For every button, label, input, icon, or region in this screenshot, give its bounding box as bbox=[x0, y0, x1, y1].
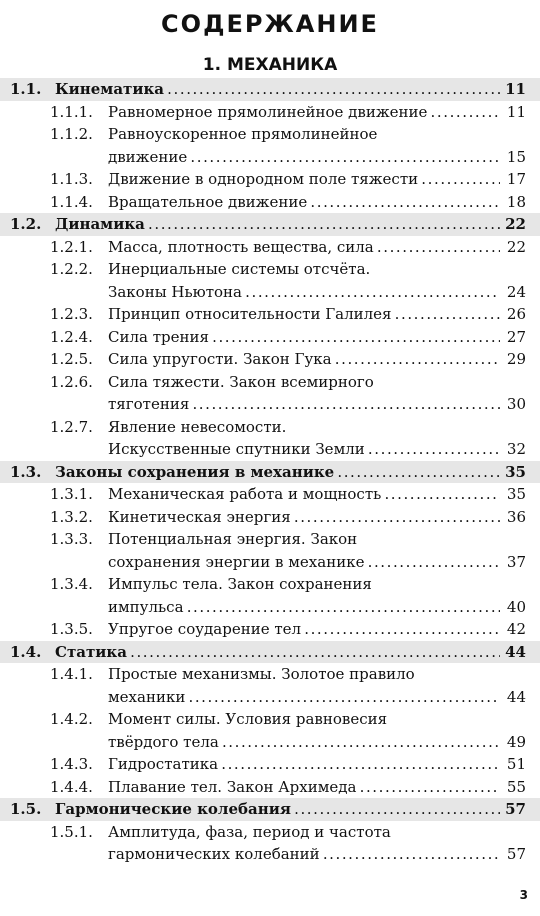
toc-entry-title: импульса . . . bbox=[108, 596, 500, 619]
toc-entry-number: 1.4. bbox=[10, 642, 42, 661]
toc-section-row bbox=[0, 798, 540, 821]
toc-entry-title: Гармонические колебания . . . bbox=[55, 798, 500, 821]
toc-subsection-row bbox=[0, 438, 540, 461]
toc-entry-title: Движение в однородном поле тяжести . . . bbox=[108, 168, 500, 191]
toc-subsection-row bbox=[0, 258, 540, 281]
toc-page-number: 42 bbox=[506, 620, 526, 638]
toc-page-number: 35 bbox=[506, 485, 526, 503]
toc-entry-title: гармонических колебаний . . . bbox=[108, 843, 500, 866]
toc-page-number: 57 bbox=[505, 800, 526, 818]
toc-entry-title: Амплитуда, фаза, период и частота bbox=[108, 822, 391, 841]
toc-subsection-row bbox=[0, 596, 540, 619]
toc-subsection-row bbox=[0, 123, 540, 146]
toc-entry-title: Момент силы. Условия равновесия bbox=[108, 710, 388, 728]
toc-entry-title: Масса, плотность вещества, сила . . . bbox=[108, 236, 500, 259]
toc-page-number: 11 bbox=[505, 80, 526, 98]
toc-entry-number: 1.2.1. bbox=[50, 237, 93, 256]
toc-entry-title: Кинематика . . . bbox=[55, 78, 500, 101]
toc-subsection-row bbox=[0, 708, 540, 731]
table-of-contents bbox=[0, 78, 540, 866]
toc-entry-number: 1.1.2. bbox=[50, 125, 93, 143]
toc-subsection-row bbox=[0, 236, 540, 259]
toc-entry-title: Искусственные спутники Земли . . . bbox=[108, 438, 500, 461]
toc-entry-title: Упругое соударение тел . . . bbox=[108, 618, 500, 641]
toc-page-number: 29 bbox=[506, 350, 526, 368]
toc-page-number: 30 bbox=[506, 395, 526, 413]
toc-subsection-row bbox=[0, 416, 540, 439]
toc-section-row bbox=[0, 641, 540, 664]
toc-entry-number: 1.3.1. bbox=[50, 485, 93, 503]
toc-entry-number: 1.4.4. bbox=[50, 777, 93, 796]
toc-subsection-row bbox=[0, 101, 540, 124]
toc-entry-number: 1.4.1. bbox=[50, 665, 93, 683]
part-title: 1. МЕХАНИКА bbox=[202, 55, 338, 75]
toc-subsection-row bbox=[0, 843, 540, 866]
toc-subsection-row bbox=[0, 348, 540, 371]
toc-subsection-row bbox=[0, 393, 540, 416]
page-number: 3 bbox=[519, 888, 528, 902]
toc-page-number: 44 bbox=[505, 642, 526, 661]
toc-entry-number: 1.2.5. bbox=[50, 350, 93, 368]
toc-entry-title: Принцип относительности Галилея . . . bbox=[108, 303, 500, 326]
toc-page-number: 17 bbox=[506, 170, 526, 188]
toc-entry-title: тяготения . . . bbox=[108, 393, 500, 416]
toc-page-number: 26 bbox=[506, 305, 526, 323]
toc-entry-number: 1.1. bbox=[10, 80, 42, 98]
toc-entry-number: 1.2. bbox=[10, 215, 42, 233]
toc-entry-number: 1.4.3. bbox=[50, 755, 93, 773]
toc-page-number: 27 bbox=[506, 327, 526, 346]
toc-page-number: 35 bbox=[505, 462, 526, 481]
toc-entry-title: Равномерное прямолинейное движение . . . bbox=[108, 101, 500, 124]
toc-subsection-row bbox=[0, 618, 540, 641]
toc-subsection-row bbox=[0, 686, 540, 709]
toc-entry-title: сохранения энергии в механике . . . bbox=[108, 551, 500, 574]
toc-entry-title: Инерциальные системы отсчёта. bbox=[108, 260, 371, 278]
toc-entry-title: Плавание тел. Закон Архимеда . . . bbox=[108, 776, 500, 799]
toc-entry-number: 1.3.2. bbox=[50, 507, 93, 526]
toc-entry-title: Динамика . . . bbox=[55, 213, 500, 236]
toc-page-number: 18 bbox=[506, 192, 526, 211]
toc-subsection-row bbox=[0, 663, 540, 686]
toc-entry-title: Законы Ньютона . . . bbox=[108, 281, 500, 304]
toc-entry-title: Потенциальная энергия. Закон bbox=[108, 530, 358, 548]
toc-subsection-row bbox=[0, 326, 540, 349]
toc-subsection-row bbox=[0, 191, 540, 214]
toc-entry-number: 1.5.1. bbox=[50, 822, 93, 841]
toc-subsection-row bbox=[0, 821, 540, 844]
toc-subsection-row bbox=[0, 168, 540, 191]
toc-entry-title: Сила тяжести. Закон всемирного bbox=[108, 372, 374, 391]
toc-entry-title: Гидростатика . . . bbox=[108, 753, 500, 776]
toc-subsection-row bbox=[0, 506, 540, 529]
toc-page-number: 11 bbox=[506, 102, 526, 121]
toc-entry-title: механики . . . bbox=[108, 686, 500, 709]
toc-subsection-row bbox=[0, 573, 540, 596]
toc-page-number: 22 bbox=[505, 215, 526, 233]
toc-page-number: 15 bbox=[506, 147, 526, 166]
toc-entry-number: 1.4.2. bbox=[50, 710, 93, 728]
toc-page-number: 36 bbox=[506, 507, 526, 526]
toc-page-number: 37 bbox=[506, 552, 526, 571]
toc-page-number: 22 bbox=[506, 237, 526, 256]
toc-entry-title: Простые механизмы. Золотое правило bbox=[108, 665, 415, 683]
toc-section-row bbox=[0, 78, 540, 101]
toc-entry-number: 1.2.3. bbox=[50, 305, 93, 323]
toc-entry-number: 1.3.5. bbox=[50, 620, 93, 638]
toc-entry-title: Равноускоренное прямолинейное bbox=[108, 125, 378, 143]
toc-entry-number: 1.2.2. bbox=[50, 260, 93, 278]
toc-section-row bbox=[0, 461, 540, 484]
toc-entry-number: 1.1.4. bbox=[50, 192, 93, 211]
toc-entry-number: 1.3. bbox=[10, 462, 42, 481]
toc-page-number: 40 bbox=[506, 597, 526, 616]
toc-entry-title: Сила трения . . . bbox=[108, 326, 500, 349]
toc-entry-title: Законы сохранения в механике . . . bbox=[55, 461, 500, 484]
toc-subsection-row bbox=[0, 528, 540, 551]
toc-page-number: 51 bbox=[506, 755, 526, 773]
toc-subsection-row bbox=[0, 731, 540, 754]
toc-subsection-row bbox=[0, 776, 540, 799]
toc-entry-title: твёрдого тела . . . bbox=[108, 731, 500, 754]
toc-subsection-row bbox=[0, 483, 540, 506]
toc-entry-title: Импульс тела. Закон сохранения bbox=[108, 575, 372, 593]
toc-entry-number: 1.3.3. bbox=[50, 530, 93, 548]
toc-entry-title: Вращательное движение . . . bbox=[108, 191, 500, 214]
toc-entry-title: движение . . . bbox=[108, 146, 500, 169]
toc-subsection-row bbox=[0, 303, 540, 326]
toc-entry-number: 1.1.3. bbox=[50, 170, 93, 188]
toc-subsection-row bbox=[0, 551, 540, 574]
toc-subsection-row bbox=[0, 371, 540, 394]
toc-entry-number: 1.2.6. bbox=[50, 372, 93, 391]
toc-entry-title: Кинетическая энергия . . . bbox=[108, 506, 500, 529]
toc-page-number: 57 bbox=[506, 845, 526, 863]
toc-subsection-row bbox=[0, 753, 540, 776]
toc-page-number: 55 bbox=[506, 777, 526, 796]
toc-entry-title: Механическая работа и мощность . . . bbox=[108, 483, 500, 506]
toc-page-number: 32 bbox=[506, 440, 526, 458]
toc-page-number: 44 bbox=[506, 687, 526, 706]
toc-subsection-row bbox=[0, 146, 540, 169]
toc-entry-title: Явление невесомости. bbox=[108, 417, 287, 436]
toc-entry-number: 1.2.7. bbox=[50, 417, 93, 436]
toc-entry-number: 1.2.4. bbox=[50, 327, 93, 346]
toc-subsection-row bbox=[0, 281, 540, 304]
toc-section-row bbox=[0, 213, 540, 236]
toc-page-number: 24 bbox=[506, 282, 526, 301]
toc-entry-title: Сила упругости. Закон Гука . . . bbox=[108, 348, 500, 371]
page-title: СОДЕРЖАНИЕ bbox=[161, 10, 379, 38]
toc-entry-title: Статика . . . bbox=[55, 641, 500, 664]
toc-entry-number: 1.5. bbox=[10, 800, 42, 818]
toc-entry-number: 1.1.1. bbox=[50, 102, 93, 121]
toc-page-number: 49 bbox=[506, 732, 526, 751]
toc-entry-number: 1.3.4. bbox=[50, 575, 93, 593]
